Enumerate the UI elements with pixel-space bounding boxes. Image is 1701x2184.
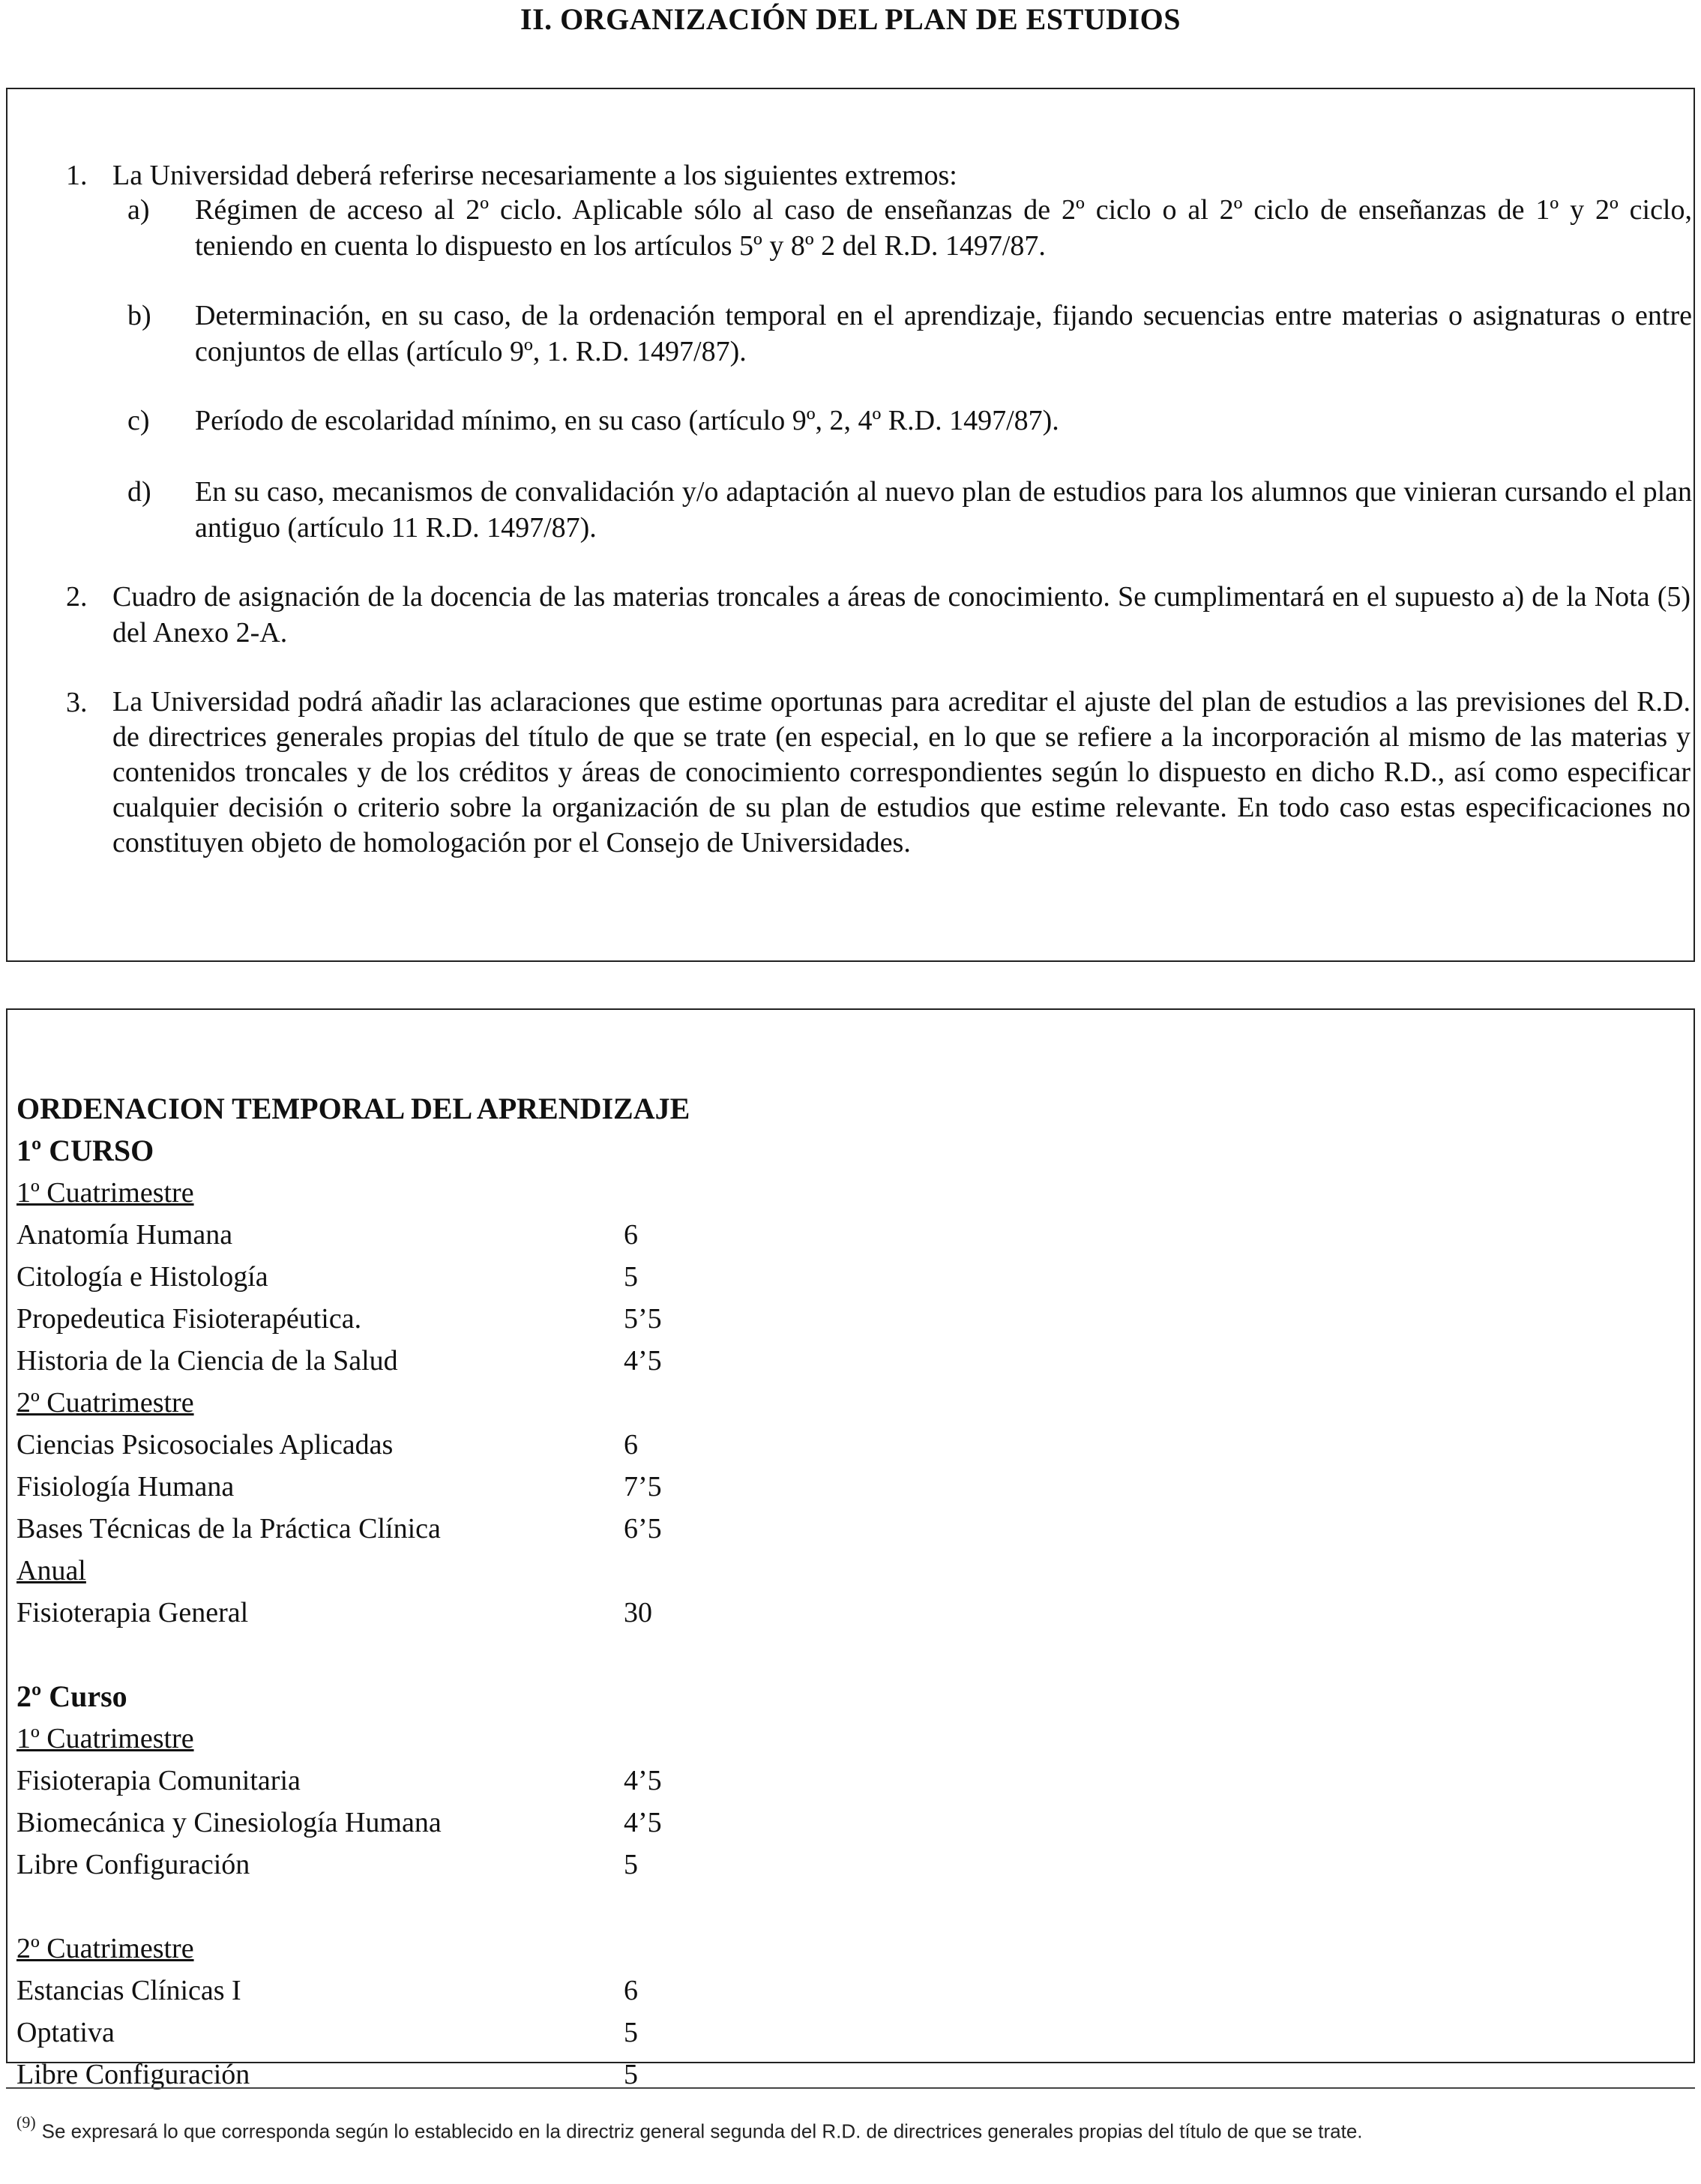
- course-row: [16, 1973, 638, 2009]
- course-name: Fisioterapia Comunitaria: [16, 1765, 301, 1796]
- item-2-number: 2.: [66, 581, 88, 613]
- course-credits: 6: [624, 1219, 638, 1251]
- course-row: [16, 1343, 662, 1379]
- course-credits: 6: [624, 1429, 638, 1460]
- footnote-text: Se expresará lo que corresponda según lo establecido en la directriz general segunda del R.D. de directrices generales propias del título de que se trate.: [41, 2120, 1363, 2143]
- curso-2-cuatrimestre-2-label: 2º Cuatrimestre: [16, 1933, 194, 1964]
- course-credits: 5’5: [624, 1303, 662, 1335]
- course-name: Biomecánica y Cinesiología Humana: [16, 1807, 442, 1838]
- course-row: [16, 1259, 638, 1295]
- course-row: [16, 1469, 662, 1505]
- item-1-text: La Universidad deberá referirse necesariamente a los siguientes extremos:: [112, 160, 957, 191]
- footnote-marker: (9): [16, 2113, 36, 2132]
- item-1b-text: Determinación, en su caso, de la ordenación temporal en el aprendizaje, fijando secuencias entre materias o asignaturas o entre conjuntos de ellas (artículo 9º, 1. R.D. 1497/87).: [195, 300, 1692, 367]
- course-name: Propedeutica Fisioterapéutica.: [16, 1303, 362, 1335]
- item-1d-label: d): [127, 476, 151, 508]
- curso-1-heading: 1º CURSO: [16, 1134, 154, 1167]
- curso-2-heading: 2º Curso: [16, 1679, 127, 1713]
- schedule-heading: ORDENACION TEMPORAL DEL APRENDIZAJE: [16, 1092, 690, 1125]
- course-credits: 5: [624, 2017, 638, 2048]
- item-1c-text: Período de escolaridad mínimo, en su caso (artículo 9º, 2, 4º R.D. 1497/87).: [195, 405, 1059, 436]
- course-name: Libre Configuración: [16, 1849, 250, 1880]
- page-title: II. ORGANIZACIÓN DEL PLAN DE ESTUDIOS: [520, 2, 1181, 36]
- course-name: Citología e Histología: [16, 1261, 268, 1293]
- footnote: [16, 2113, 1673, 2144]
- course-row: [16, 2015, 638, 2051]
- item-1b-label: b): [127, 300, 151, 331]
- course-name: Estancias Clínicas I: [16, 1975, 241, 2006]
- curso-1-cuatrimestre-2-label: 2º Cuatrimestre: [16, 1387, 194, 1419]
- course-name: Historia de la Ciencia de la Salud: [16, 1345, 398, 1377]
- curso-2-cuatrimestre-1-label: 1º Cuatrimestre: [16, 1723, 194, 1754]
- course-name: Libre Configuración: [16, 2059, 250, 2090]
- footnote-separator: [6, 2087, 1695, 2089]
- course-credits: 30: [624, 1597, 652, 1628]
- course-credits: 5: [624, 1849, 638, 1880]
- course-credits: 7’5: [624, 1471, 662, 1502]
- course-row: [16, 1511, 662, 1547]
- course-row: [16, 1217, 638, 1253]
- course-row: [16, 1301, 662, 1337]
- course-credits: 4’5: [624, 1807, 662, 1838]
- course-credits: 5: [624, 2059, 638, 2090]
- course-row: [16, 1847, 638, 1883]
- course-row: [16, 1595, 652, 1631]
- item-1d-text: En su caso, mecanismos de convalidación y/o adaptación al nuevo plan de estudios para los alumnos que vinieran cursando el plan antiguo (artículo 11 R.D. 1497/87).: [195, 476, 1692, 544]
- course-name: Fisiología Humana: [16, 1471, 235, 1502]
- item-3-number: 3.: [66, 687, 88, 718]
- course-name: Anatomía Humana: [16, 1219, 233, 1251]
- item-1c-label: c): [127, 405, 150, 436]
- item-2-text: Cuadro de asignación de la docencia de las materias troncales a áreas de conocimiento. Se cumplimentará en el supuesto a) de la Nota (5) del Anexo 2-A.: [112, 581, 1691, 649]
- course-credits: 4’5: [624, 1345, 662, 1377]
- item-1-number: 1.: [66, 160, 88, 191]
- course-name: Fisioterapia General: [16, 1597, 249, 1628]
- course-name: Optativa: [16, 2017, 115, 2048]
- course-name: Bases Técnicas de la Práctica Clínica: [16, 1513, 441, 1544]
- course-row: [16, 1805, 662, 1841]
- course-credits: 5: [624, 1261, 638, 1293]
- course-row: [16, 1763, 662, 1799]
- course-name: Ciencias Psicosociales Aplicadas: [16, 1429, 394, 1460]
- curso-1-anual-label: Anual: [16, 1555, 86, 1586]
- item-3-text: La Universidad podrá añadir las aclaraciones que estime oportunas para acreditar el ajuste del plan de estudios a las previsiones del R.D. de directrices generales propias del título de que se trate (en especial, en lo que se refiere a la incorporación al mismo de las materias y contenidos troncales y de los créditos y áreas de conocimiento correspondientes según lo dispuesto en dicho R.D., así como especificar cualquier decisión o criterio sobre la organización de su plan de estudios que estime relevante. En todo caso estas especificaciones no constituyen objeto de homologación por el Consejo de Universidades.: [112, 686, 1691, 858]
- course-credits: 4’5: [624, 1765, 662, 1796]
- item-1a-text: Régimen de acceso al 2º ciclo. Aplicable sólo al caso de enseñanzas de 2º ciclo o al 2º ciclo de enseñanzas de 1º y 2º ciclo, teniendo en cuenta lo dispuesto en los artículos 5º y 8º 2 del R.D. 1497/87.: [195, 194, 1692, 262]
- course-credits: 6: [624, 1975, 638, 2006]
- course-row: [16, 1427, 638, 1463]
- course-credits: 6’5: [624, 1513, 662, 1544]
- curso-1-cuatrimestre-1-label: 1º Cuatrimestre: [16, 1177, 194, 1209]
- item-1a-label: a): [127, 194, 150, 226]
